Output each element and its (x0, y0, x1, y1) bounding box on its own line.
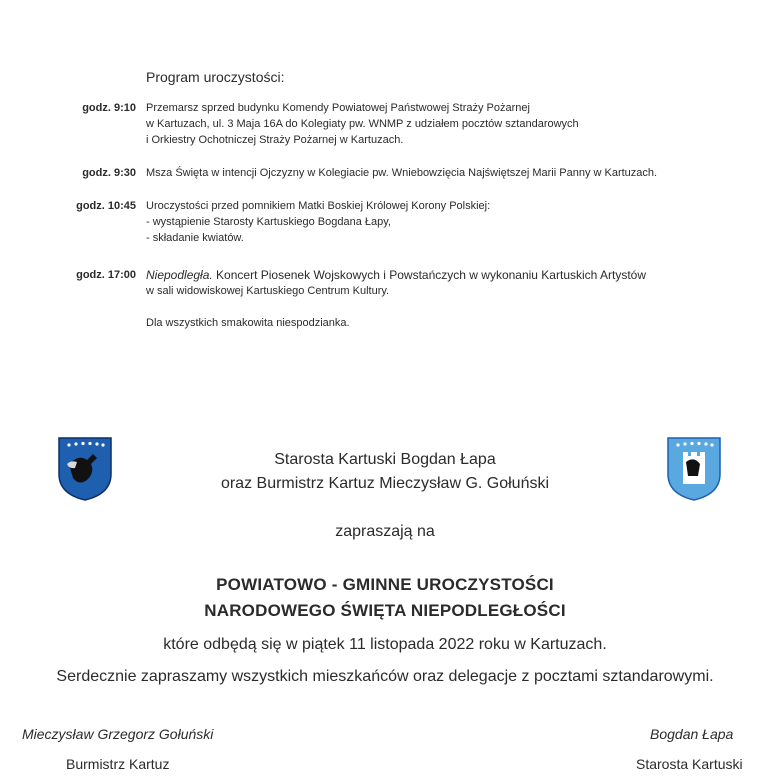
left-signatory-title: Burmistrz Kartuz (66, 756, 170, 772)
program-line: i Orkiestry Ochotniczej Straży Pożarnej w Kartuzach. (146, 134, 404, 146)
program-time: godz. 10:45 (76, 200, 136, 212)
program-line: w sali widowiskowej Kartuskiego Centrum Kultury. (146, 285, 390, 297)
program-line: Przemarsz sprzed budynku Komendy Powiatowej Państwowej Straży Pożarnej (146, 102, 530, 114)
program-line: Uroczystości przed pomnikiem Matki Boskiej Królowej Korony Polskiej: (146, 200, 491, 212)
program-title: Program uroczystości: (146, 69, 285, 85)
left-signatory-name: Mieczysław Grzegorz Gołuński (22, 726, 214, 742)
event-headline: NARODOWEGO ŚWIĘTA NIEPODLEGŁOŚCI (204, 601, 566, 620)
program-concert-title: Niepodległa. (146, 268, 213, 282)
program-time: godz. 9:30 (82, 167, 136, 179)
program-time: godz. 17:00 (76, 269, 136, 281)
program-line: - wystąpienie Starosty Kartuskiego Bogdana Łapy, (146, 216, 391, 228)
program-time: godz. 9:10 (82, 102, 136, 114)
right-signatory-title: Starosta Kartuski (636, 756, 743, 772)
program-line: - składanie kwiatów. (146, 232, 244, 244)
program-line: Msza Święta w intencji Ojczyzny w Kolegiacie pw. Wniebowzięcia Najświętszej Marii Panny w Kartuzach. (146, 167, 658, 179)
event-headline: POWIATOWO - GMINNE UROCZYSTOŚCI (216, 575, 554, 594)
right-signatory-name: Bogdan Łapa (650, 726, 734, 742)
event-date-line: które odbędą się w piątek 11 listopada 2022 roku w Kartuzach. (163, 636, 607, 653)
host-line: oraz Burmistrz Kartuz Mieczysław G. Gołuński (220, 475, 550, 492)
host-line: Starosta Kartuski Bogdan Łapa (274, 451, 496, 468)
welcome-line: Serdecznie zapraszamy wszystkich mieszkańców oraz delegacje z pocztami sztandarowymi. (56, 668, 714, 685)
program-note: Dla wszystkich smakowita niespodzianka. (146, 317, 350, 329)
program-line: w Kartuzach, ul. 3 Maja 16A do Kolegiaty pw. WNMP z udziałem pocztów sztandarowych (146, 118, 579, 130)
program-line: Koncert Piosenek Wojskowych i Powstańczych w wykonaniu Kartuskich Artystów (212, 268, 647, 282)
invite-text: zapraszają na (335, 523, 435, 540)
